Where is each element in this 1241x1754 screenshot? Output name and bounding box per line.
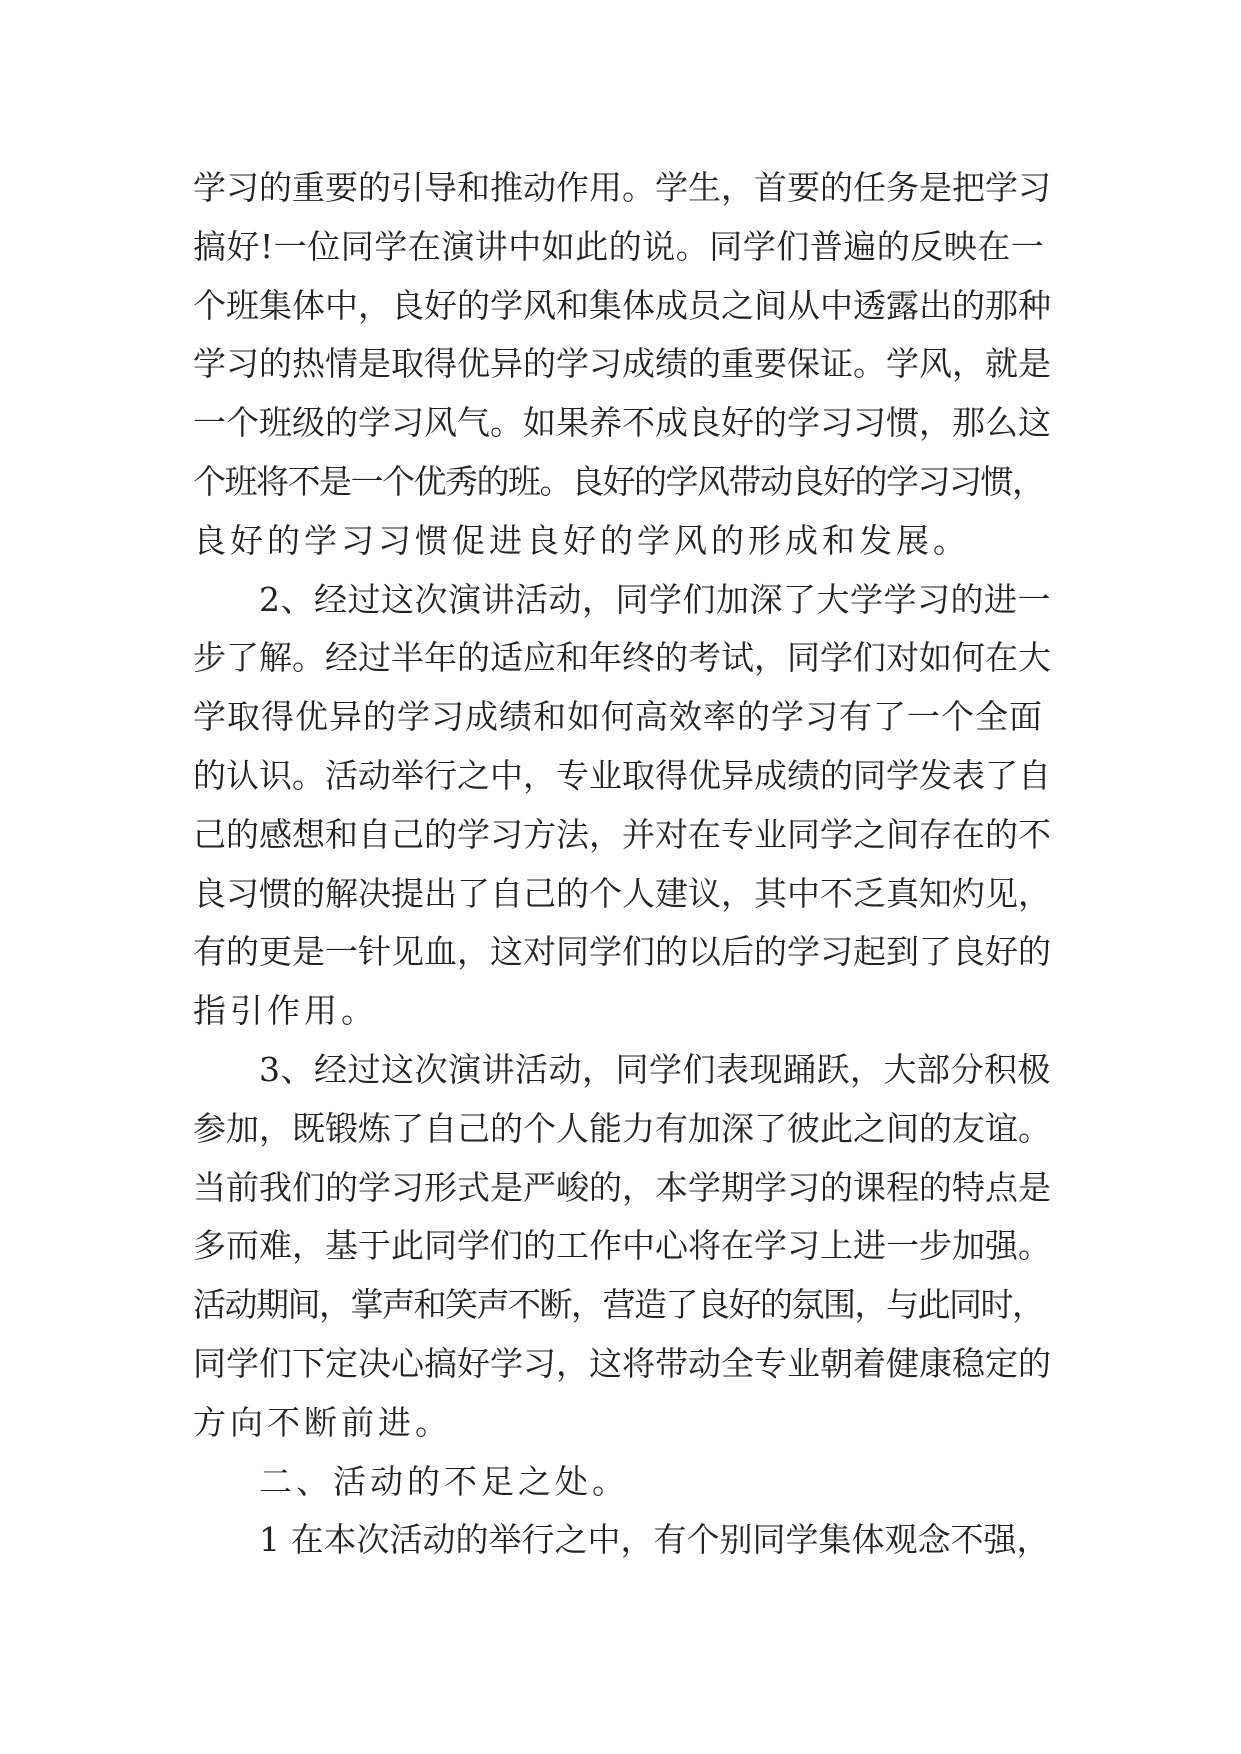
text-line: 个班集体中，良好的学风和集体成员之间从中透露出的那种 bbox=[193, 285, 1051, 325]
text-line: 多而难，基于此同学们的工作中心将在学习上进一步加强。 bbox=[193, 1226, 1051, 1266]
text-line: 同学们下定决心搞好学习，这将带动全专业朝着健康稳定的 bbox=[193, 1343, 1051, 1383]
paragraph-first-line: 3、经过这次演讲活动，同学们表现踊跃，大部分积极 bbox=[259, 1049, 1051, 1089]
text-line: 良习惯的解决提出了自己的个人建议，其中不乏真知灼见， bbox=[193, 873, 1051, 913]
text-line: 学习的热情是取得优异的学习成绩的重要保证。学风，就是 bbox=[193, 344, 1051, 384]
paragraph-first-line: 二、活动的不足之处。 bbox=[259, 1461, 629, 1501]
paragraph-first-line: 2、经过这次演讲活动，同学们加深了大学学习的进一 bbox=[259, 579, 1051, 619]
text-line: 步了解。经过半年的适应和年终的考试，同学们对如何在大 bbox=[193, 638, 1051, 678]
paragraph-first-line: 1 在本次活动的举行之中，有个别同学集体观念不强， bbox=[259, 1520, 1050, 1560]
text-line: 指引作用。 bbox=[193, 991, 378, 1031]
text-line: 活动期间，掌声和笑声不断，营造了良好的氛围，与此同时， bbox=[193, 1285, 1044, 1325]
text-line: 学习的重要的引导和推动作用。学生，首要的任务是把学习 bbox=[193, 168, 1051, 207]
text-line: 良好的学习习惯促进良好的学风的形成和发展。 bbox=[193, 520, 970, 560]
text-line: 搞好!一位同学在演讲中如此的说。同学们普遍的反映在一 bbox=[193, 226, 1045, 266]
text-line: 有的更是一针见血，这对同学们的以后的学习起到了良好的 bbox=[193, 932, 1051, 972]
text-line: 己的感想和自己的学习方法，并对在专业同学之间存在的不 bbox=[193, 814, 1051, 854]
text-line: 一个班级的学习风气。如果养不成良好的学习习惯，那么这 bbox=[193, 403, 1051, 443]
text-line: 学取得优异的学习成绩和如何高效率的学习有了一个全面 bbox=[193, 697, 1043, 737]
text-line: 方向不断前进。 bbox=[193, 1402, 452, 1442]
text-line: 参加，既锻炼了自己的个人能力有加深了彼此之间的友谊。 bbox=[193, 1108, 1051, 1148]
text-line: 个班将不是一个优秀的班。良好的学风带动良好的学习习惯， bbox=[193, 461, 1044, 501]
text-line: 的认识。活动举行之中，专业取得优异成绩的同学发表了自 bbox=[193, 755, 1051, 795]
text-line: 当前我们的学习形式是严峻的，本学期学习的课程的特点是 bbox=[193, 1167, 1051, 1207]
document-body bbox=[193, 159, 1053, 1570]
